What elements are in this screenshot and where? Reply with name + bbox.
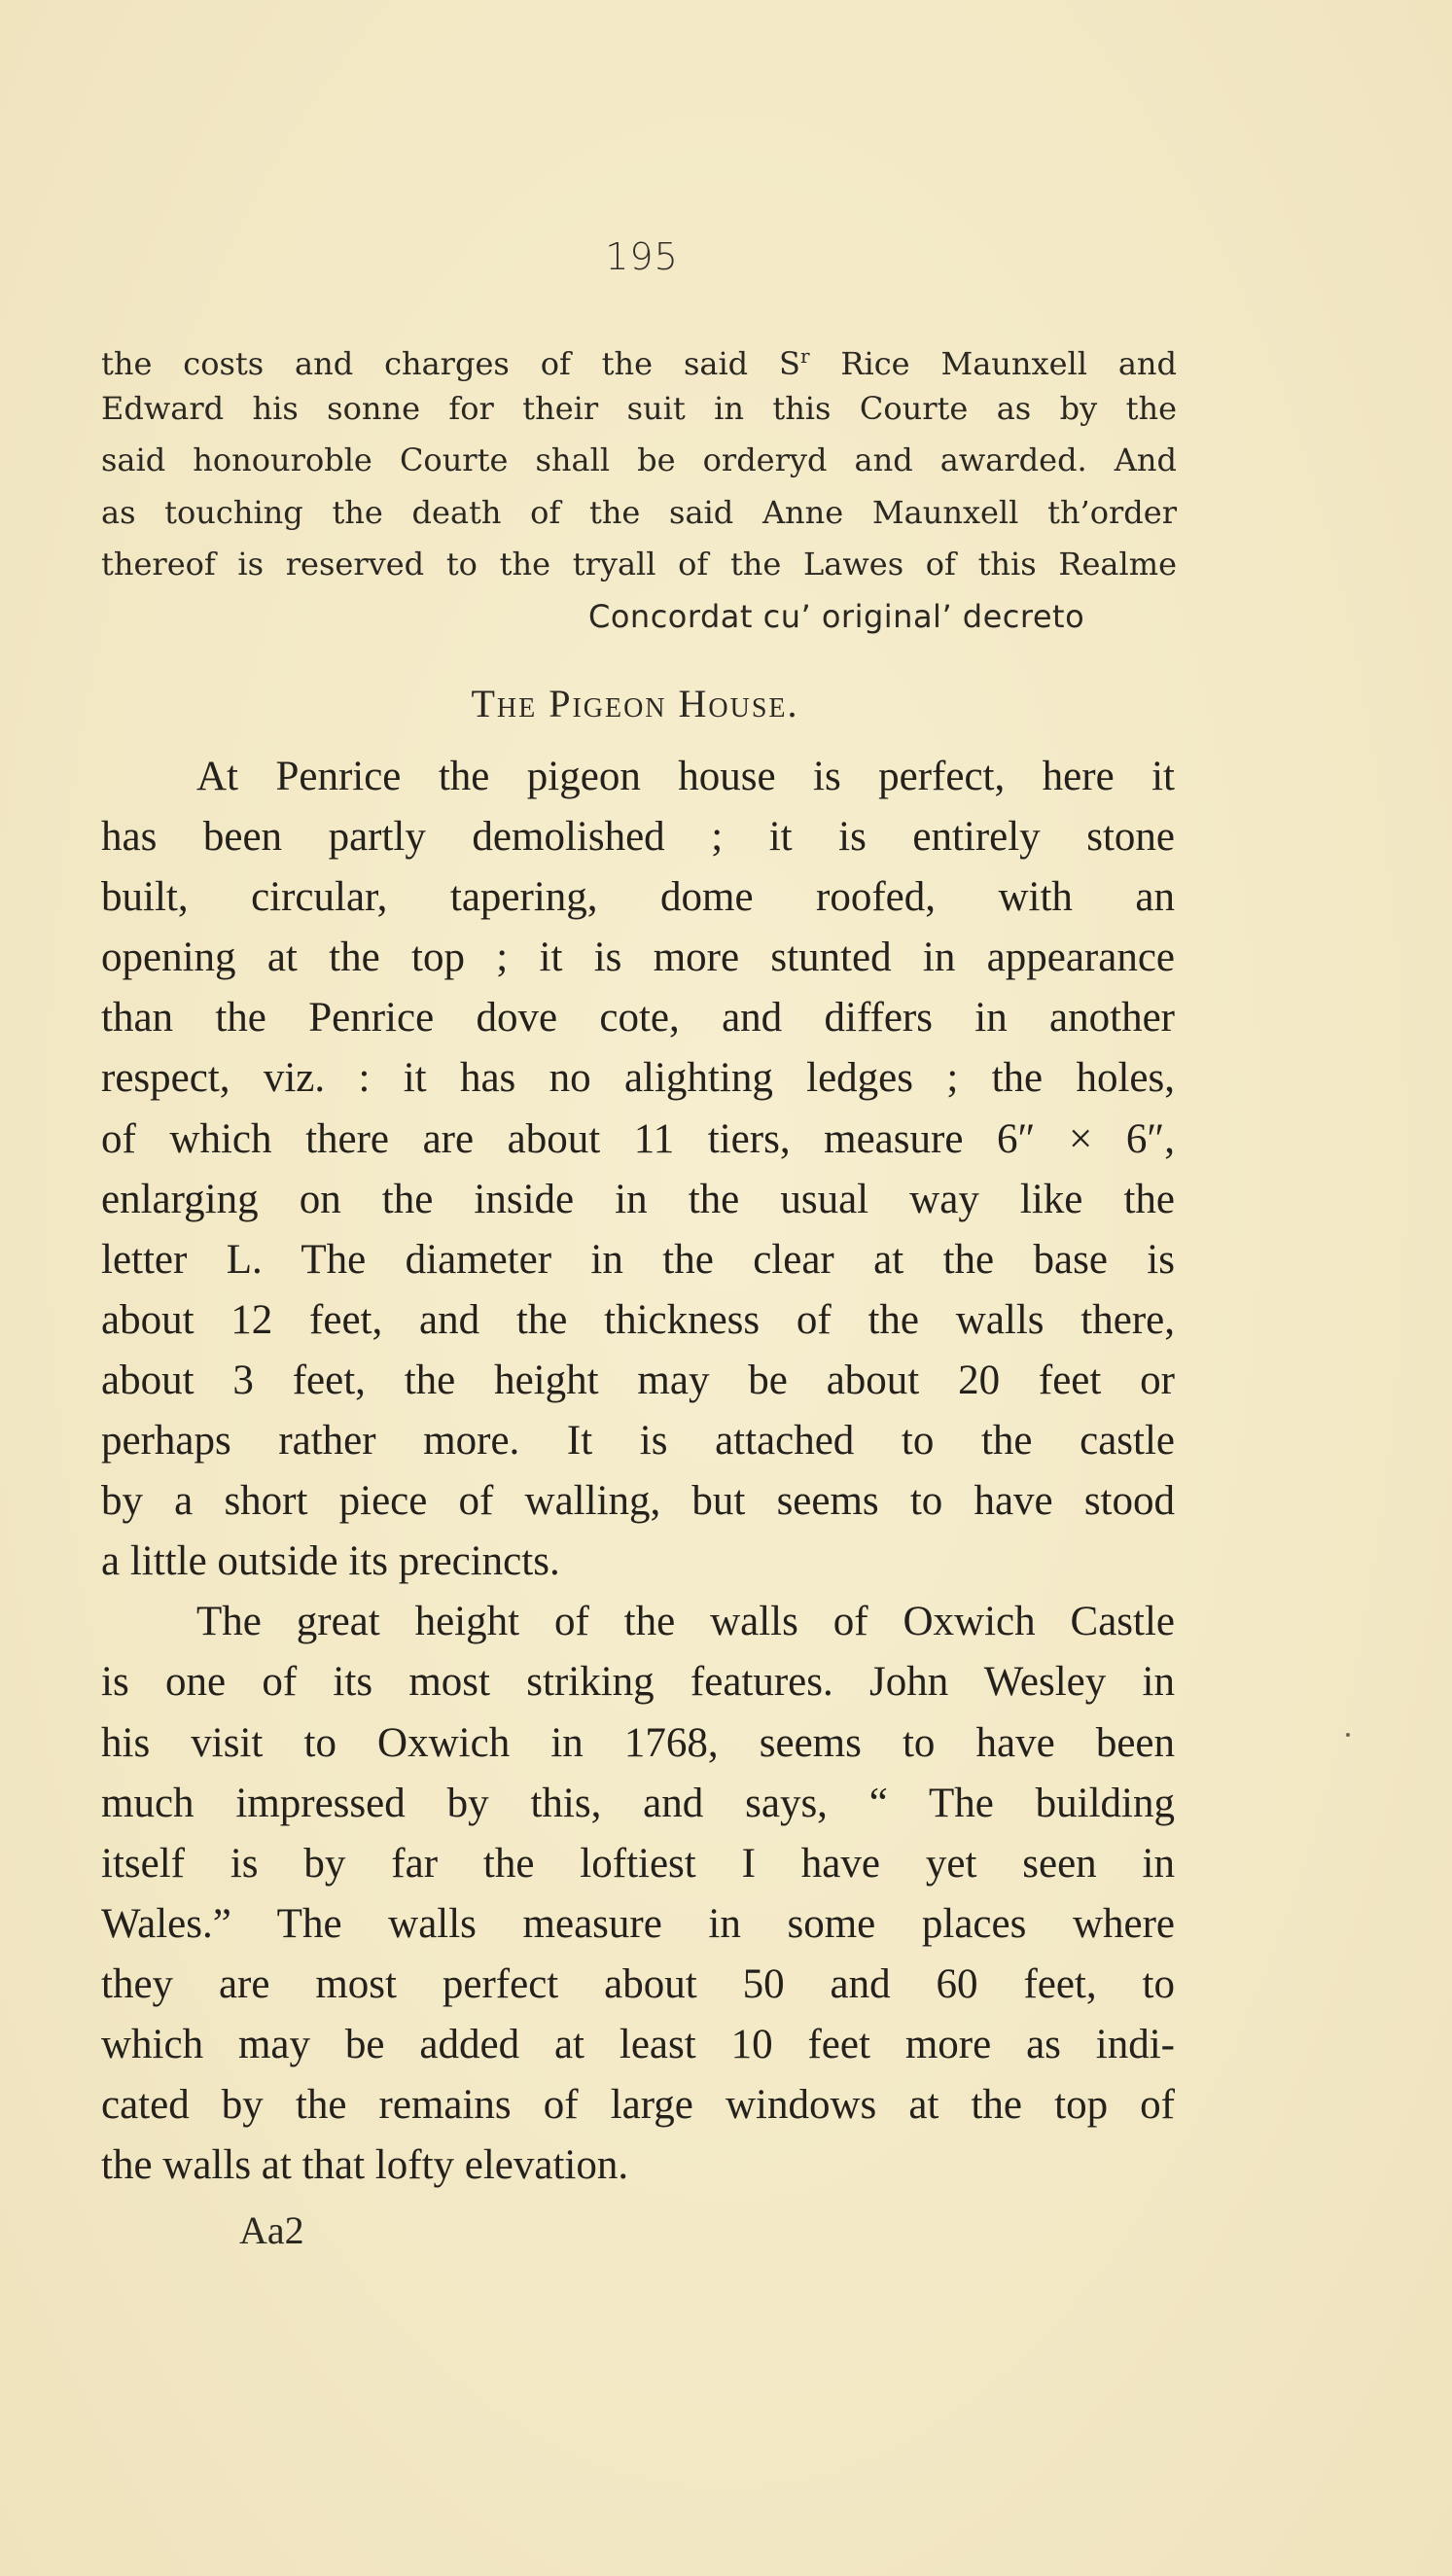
body-line: itself is by far the loftiest I have yet seen in <box>101 1840 1175 1887</box>
body-line: about 3 feet, the height may be about 20 feet or <box>101 1357 1175 1403</box>
court-line-1 <box>101 331 1177 383</box>
section-heading: The Pigeon House. <box>471 682 799 725</box>
court-line-3: said honouroble Courte shall be orderyd and awarded. And <box>101 441 1177 478</box>
concordat-line: Concordat cu’ original’ decreto <box>588 598 1085 635</box>
body-line: enlarging on the inside in the usual way like the <box>101 1176 1175 1222</box>
court-decree-excerpt <box>101 331 1177 591</box>
court-line-4: as touching the death of the said Anne Maunxell th’order <box>101 493 1177 531</box>
body-line: perhaps rather more. It is attached to the castle <box>101 1418 1175 1464</box>
signature-mark: Aa2 <box>239 2208 304 2252</box>
paper-speck <box>1346 1733 1350 1737</box>
court-line-1-tail: Rice Maunxell and <box>809 345 1178 382</box>
body-line: built, circular, tapering, dome roofed, with an <box>101 874 1175 921</box>
superscript-r: r <box>799 344 810 368</box>
body-line: Wales.” The walls measure in some places where <box>101 1900 1175 1947</box>
body-line: than the Penrice dove cote, and differs in another <box>101 995 1175 1041</box>
body-line: which may be added at least 10 feet more as indi- <box>101 2021 1175 2067</box>
court-line-5: thereof is reserved to the tryall of the Lawes of this Realme <box>101 546 1177 582</box>
body-line: At Penrice the pigeon house is perfect, here it <box>196 754 1175 799</box>
body-line: the walls at that lofty elevation. <box>101 2142 629 2189</box>
body-line: a little outside its precincts. <box>101 1538 560 1585</box>
body-line: letter L. The diameter in the clear at the base is <box>101 1236 1175 1283</box>
page-number: 195 <box>605 235 679 278</box>
body-line: respect, viz. : it has no alighting ledges ; the holes, <box>101 1055 1175 1102</box>
body-line: about 12 feet, and the thickness of the walls there, <box>101 1296 1175 1343</box>
body-line: opening at the top ; it is more stunted in appearance <box>101 935 1175 981</box>
body-line: by a short piece of walling, but seems to have stood <box>101 1478 1175 1525</box>
body-line: cated by the remains of large windows at the top of <box>101 2082 1175 2129</box>
court-line-2: Edward his sonne for their suit in this Courte as by the <box>101 389 1177 427</box>
body-line: of which there are about 11 tiers, measure 6″ × 6″, <box>101 1115 1175 1162</box>
body-line: has been partly demolished ; it is entirely stone <box>101 814 1175 861</box>
body-line: much impressed by this, and says, “ The building <box>101 1780 1175 1826</box>
body-text <box>101 747 1175 2196</box>
body-line: his visit to Oxwich in 1768, seems to have been <box>101 1719 1175 1766</box>
court-line-1-head: the costs and charges of the said S <box>101 345 800 382</box>
body-line: they are most perfect about 50 and 60 feet, to <box>101 1960 1175 2007</box>
body-line: The great height of the walls of Oxwich Castle <box>196 1599 1175 1645</box>
body-line: is one of its most striking features. John Wesley in <box>101 1659 1175 1706</box>
